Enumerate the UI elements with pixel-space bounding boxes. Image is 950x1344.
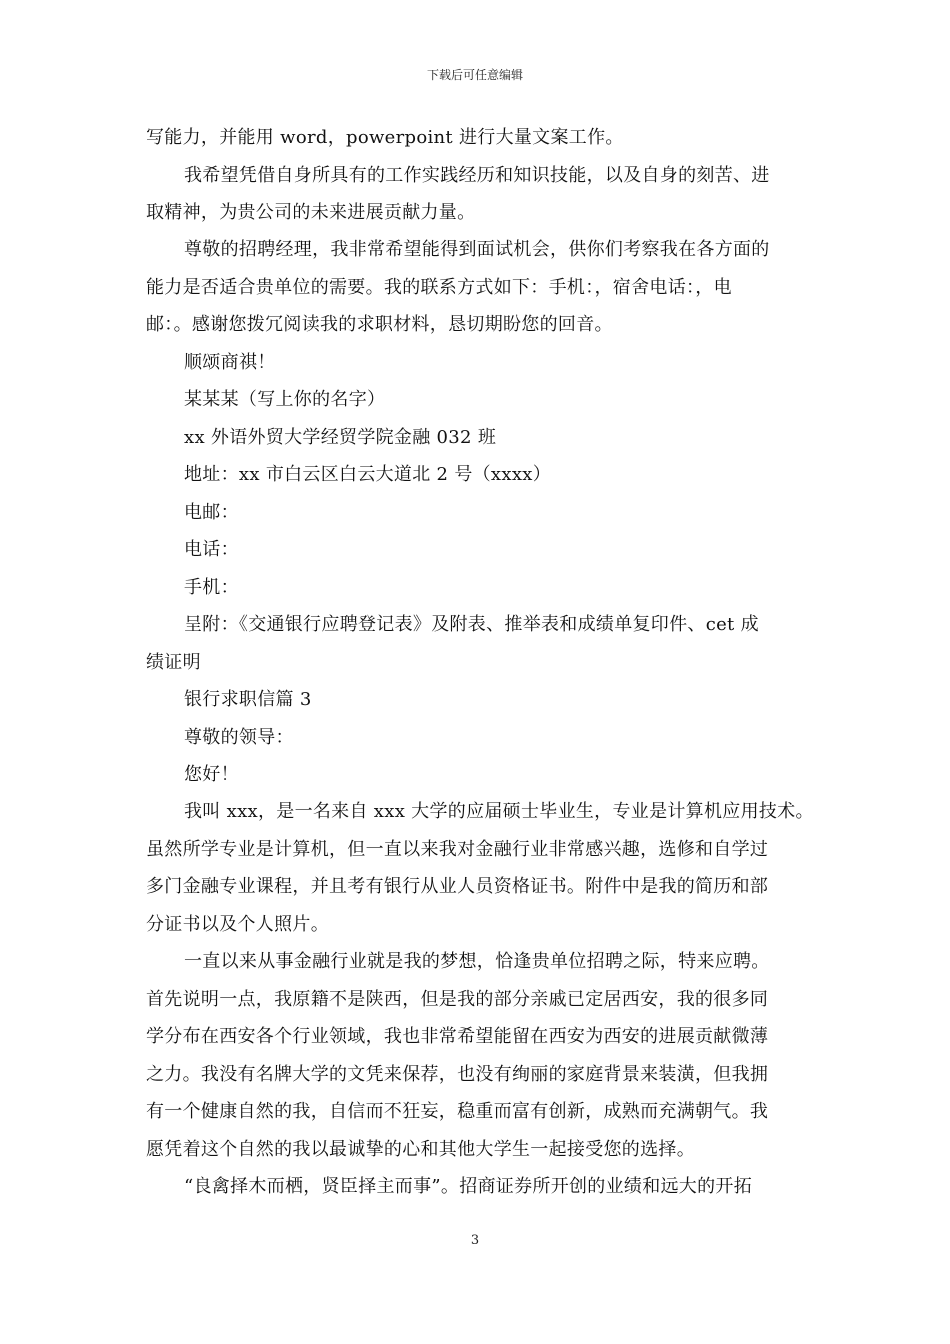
text-line: 首先说明一点，我原籍不是陕西，但是我的部分亲戚已定居西安，我的很多同 [146,989,769,1010]
text-line: 银行求职信篇 3 [184,689,312,710]
text-line: 邮：。感谢您拨冗阅读我的求职材料，恳切期盼您的回音。 [146,314,613,335]
text-line: 学分布在西安各个行业领域，我也非常希望能留在西安为西安的进展贡献微薄 [146,1026,769,1047]
text-line: 绩证明 [146,652,201,673]
text-line: 愿凭着这个自然的我以最诚挚的心和其他大学生一起接受您的选择。 [146,1139,695,1160]
text-line: 电邮： [184,502,239,523]
text-line: 虽然所学专业是计算机，但一直以来我对金融行业非常感兴趣，选修和自学过 [146,839,769,860]
text-line: 尊敬的招聘经理，我非常希望能得到面试机会，供你们考察我在各方面的 [184,239,770,260]
text-line: 某某某（写上你的名字） [184,389,386,410]
text-line: 我叫 xxx，是一名来自 xxx 大学的应届硕士毕业生，专业是计算机应用技术。 [184,801,814,822]
text-line: 顺颂商祺！ [184,352,276,373]
text-line: 您好！ [184,764,239,785]
text-line: 之力。我没有名牌大学的文凭来保荐，也没有绚丽的家庭背景来装潢，但我拥 [146,1064,769,1085]
text-line: 写能力，并能用 word，powerpoint 进行大量文案工作。 [146,127,624,148]
text-line: 取精神，为贵公司的未来进展贡献力量。 [146,202,476,223]
text-line: 能力是否适合贵单位的需要。我的联系方式如下：手机：，宿舍电话：，电 [146,277,732,298]
text-line: 分证书以及个人照片。 [146,914,329,935]
text-line: 地址：xx 市白云区白云大道北 2 号（xxxx） [184,464,552,485]
page-number: 3 [470,1233,480,1248]
text-line: 呈附：《交通银行应聘登记表》及附表、推举表和成绩单复印件、cet 成 [184,614,759,635]
text-line: 一直以来从事金融行业就是我的梦想，恰逢贵单位招聘之际，特来应聘。 [184,951,770,972]
text-line: 多门金融专业课程，并且考有银行从业人员资格证书。附件中是我的简历和部 [146,876,769,897]
text-line: 有一个健康自然的我，自信而不狂妄，稳重而富有创新，成熟而充满朝气。我 [146,1101,769,1122]
text-line: “良禽择木而栖，贤臣择主而事”。招商证券所开创的业绩和远大的开拓 [184,1176,753,1197]
text-line: 手机： [184,577,239,598]
text-line: xx 外语外贸大学经贸学院金融 032 班 [184,427,497,448]
text-line: 尊敬的领导： [184,727,294,748]
text-line: 电话： [184,539,239,560]
page-header: 下载后可任意编辑 [426,68,523,82]
text-line: 我希望凭借自身所具有的工作实践经历和知识技能，以及自身的刻苦、进 [184,165,770,186]
